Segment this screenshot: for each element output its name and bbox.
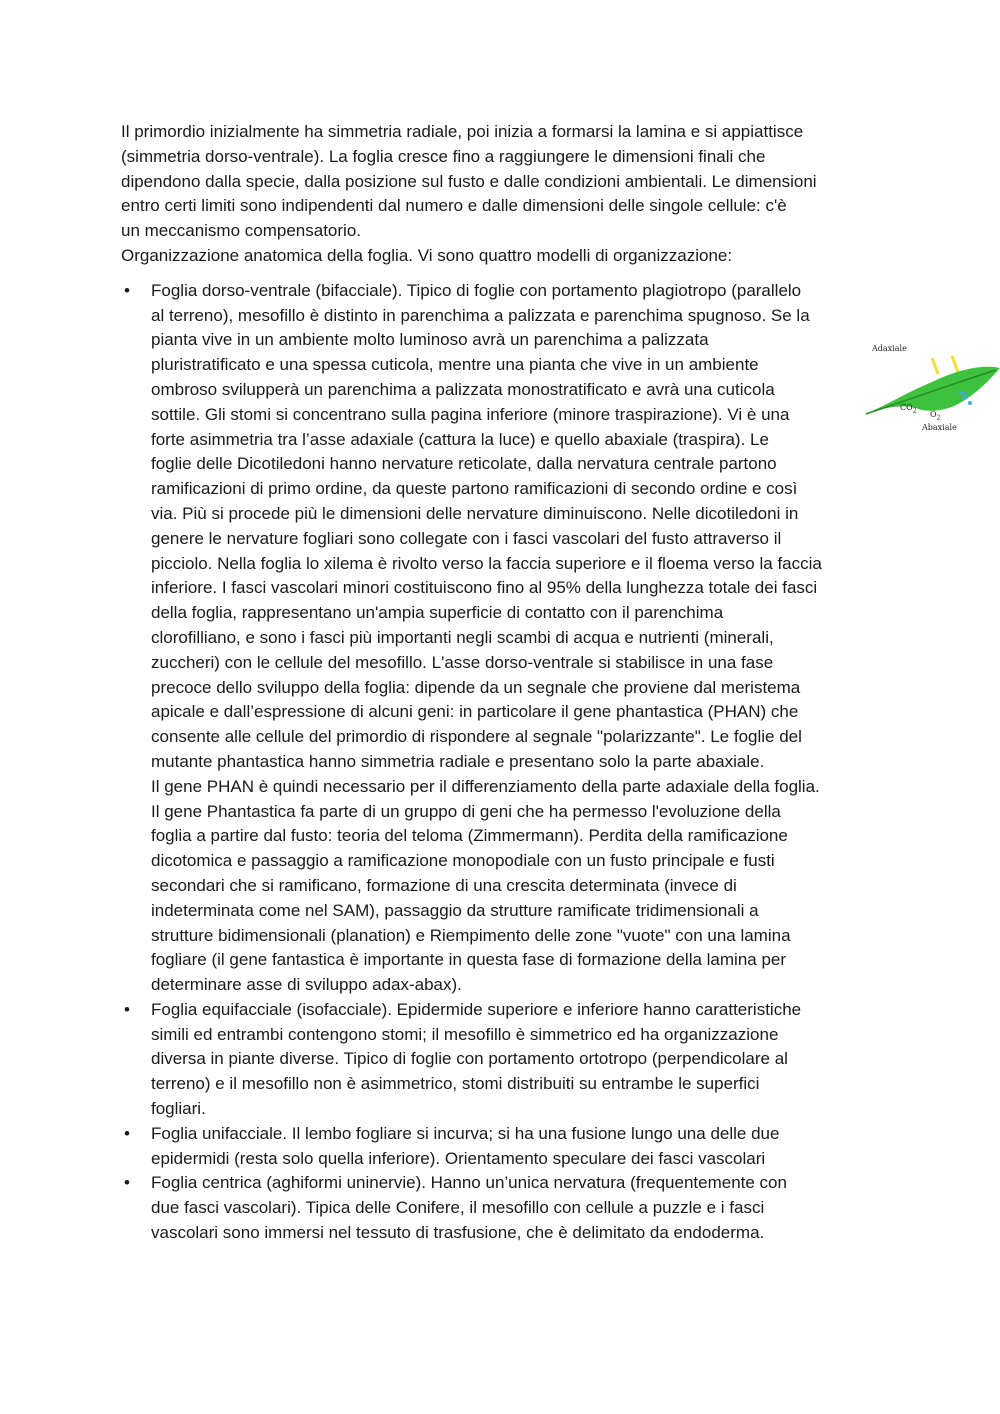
list-item-line: ramificazioni di primo ordine, da queste partono ramificazioni di secondo ordine e così: [151, 479, 798, 499]
list-item-line: foglia a partire dal fusto: teoria del teloma (Zimmermann). Perdita della ramificazione: [151, 826, 788, 846]
list-item-line: determinare asse di sviluppo adax-abax).: [151, 975, 462, 995]
list-item-line: due fasci vascolari). Tipica delle Conifere, il mesofillo con cellule a puzzle e i fasci: [151, 1198, 765, 1218]
list-item-line: fogliari.: [151, 1099, 206, 1119]
bullet-icon: •: [124, 280, 130, 300]
list-item-line: consente alle cellule del primordio di rispondere al segnale "polarizzante". Le foglie del: [151, 727, 802, 747]
light-ray-2: [952, 356, 958, 372]
list-item-line: diversa in piante diverse. Tipico di foglie con portamento ortotropo (perpendicolare al: [151, 1049, 788, 1069]
bullet-icon: •: [124, 999, 130, 1019]
list-item-line: Foglia equifacciale (isofacciale). Epidermide superiore e inferiore hanno caratteristiche: [151, 999, 802, 1019]
list-item-line: forte asimmetria tra l’asse adaxiale (cattura la luce) e quello abaxiale (traspira). Le: [151, 429, 769, 449]
leaf-blade: [870, 367, 1000, 412]
figure-label-abaxial: Abaxiale: [922, 423, 957, 432]
list-item-line: inferiore. I fasci vascolari minori costituiscono fino al 95% della lunghezza totale dei fasci: [151, 578, 818, 598]
list-item-line: Foglia centrica (aghiformi uninervie). Hanno un’unica nervatura (frequentemente con: [151, 1173, 787, 1193]
list-item: [121, 998, 877, 1122]
list-item-line: strutture bidimensionali (planation) e Riempimento delle zone "vuote" con una lamina: [151, 925, 791, 945]
intro-line: un meccanismo compensatorio.: [121, 221, 362, 241]
bullet-icon: •: [124, 1123, 130, 1143]
list-item-line: Il gene PHAN è quindi necessario per il differenziamento della parte adaxiale della foglia.: [151, 776, 820, 796]
water-drop-2: [968, 401, 972, 405]
intro-line: (simmetria dorso-ventrale). La foglia cresce fino a raggiungere le dimensioni finali che: [121, 146, 766, 166]
intro-line: Organizzazione anatomica della foglia. Vi sono quattro modelli di organizzazione:: [121, 245, 733, 265]
figure-label-adaxial: Adaxiale: [872, 344, 907, 353]
list-item-line: foglie delle Dicotiledoni hanno nervature reticolate, dalla nervatura centrale partono: [151, 454, 777, 474]
light-ray-1: [932, 358, 938, 374]
list-item: [121, 1171, 877, 1245]
list-item-line: pluristratificato e una spessa cuticola, mentre una pianta che vive in un ambiente: [151, 355, 759, 375]
list-item-line: vascolari sono immersi nel tessuto di trasfusione, che è delimitato da endoderma.: [151, 1223, 765, 1243]
list-item-line: genere le nervature fogliari sono collegate con i fasci vascolari del fusto attraverso il: [151, 528, 782, 548]
leaf-diagram: [862, 340, 1000, 440]
list-item-line: della foglia, rappresentano un'ampia superficie di contatto con il parenchima: [151, 603, 724, 623]
document-body: [121, 120, 877, 1246]
list-item-line: terreno) e il mesofillo non è asimmetrico, stomi distribuiti su entrambe le superfici: [151, 1074, 760, 1094]
figure-label-o2: $O_2$: [930, 410, 941, 422]
list-item-line: pianta vive in un ambiente molto luminoso avrà un parenchima a palizzata: [151, 330, 709, 350]
intro-line: entro certi limiti sono indipendenti dal numero e dalle dimensioni delle singole cellule: c'è: [121, 196, 787, 216]
list-item-line: Foglia unifacciale. Il lembo fogliare si incurva; si ha una fusione lungo una delle due: [151, 1123, 780, 1143]
list-item-line: indeterminata come nel SAM), passaggio da strutture ramificate tridimensionali a: [151, 900, 759, 920]
water-drop-1: [962, 396, 967, 401]
bullet-icon: •: [124, 1173, 130, 1193]
figure-label-co2: $CO_2$: [900, 403, 917, 415]
list-item-line: dicotomica e passaggio a ramificazione monopodiale con un fusto principale e fusti: [151, 851, 775, 871]
list-item-line: mutante phantastica hanno simmetria radiale e presentano solo la parte abaxiale.: [151, 751, 765, 771]
list-item-line: al terreno), mesofillo è distinto in parenchima a palizzata e parenchima spugnoso. Se la: [151, 305, 810, 325]
list-item: [121, 1122, 877, 1172]
list-item-line: clorofilliano, e sono i fasci più importanti negli scambi di acqua e nutrienti (minerali,: [151, 627, 774, 647]
list-item-line: sottile. Gli stomi si concentrano sulla pagina inferiore (minore traspirazione). Vi è una: [151, 404, 790, 424]
list-item-line: via. Più si procede più le dimensioni delle nervature diminuiscono. Nelle dicotiledoni in: [151, 503, 799, 523]
list-item: [121, 279, 877, 998]
list-item-line: fogliare (il gene fantastica è importante in questa fase di formazione della lamina per: [151, 950, 787, 970]
list-item-line: secondari che si ramificano, formazione di una crescita determinata (invece di: [151, 875, 737, 895]
list-item-line: zuccheri) con le cellule del mesofillo. L'asse dorso-ventrale si stabilisce in una fase: [151, 652, 774, 672]
intro-line: Il primordio inizialmente ha simmetria radiale, poi inizia a formarsi la lamina e si appiattisce: [121, 122, 804, 141]
intro-paragraph: [121, 120, 877, 269]
leaf-types-list: [121, 279, 877, 1246]
list-item-line: simili ed entrambi contengono stomi; il mesofillo è simmetrico ed ha organizzazione: [151, 1024, 779, 1044]
list-item-line: apicale e dall’espressione di alcuni geni: in particolare il gene phantastica (PHAN) che: [151, 702, 799, 722]
list-item-line: precoce dello sviluppo della foglia: dipende da un segnale che proviene dal meristema: [151, 677, 801, 697]
list-item-line: epidermidi (resta solo quella inferiore). Orientamento speculare dei fasci vascolari: [151, 1148, 766, 1168]
intro-line: dipendono dalla specie, dalla posizione sul fusto e dalle condizioni ambientali. Le dimensioni: [121, 171, 817, 191]
list-item-line: ombroso svilupperà un parenchima a palizzata monostratificato e avrà una cuticola: [151, 379, 775, 399]
list-item-line: picciolo. Nella foglia lo xilema è rivolto verso la faccia superiore e il floema verso la faccia: [151, 553, 822, 573]
list-item-line: Il gene Phantastica fa parte di un gruppo di geni che ha permesso l'evoluzione della: [151, 801, 781, 821]
list-item-line: Foglia dorso-ventrale (bifacciale). Tipico di foglie con portamento plagiotropo (parallelo: [151, 280, 802, 300]
